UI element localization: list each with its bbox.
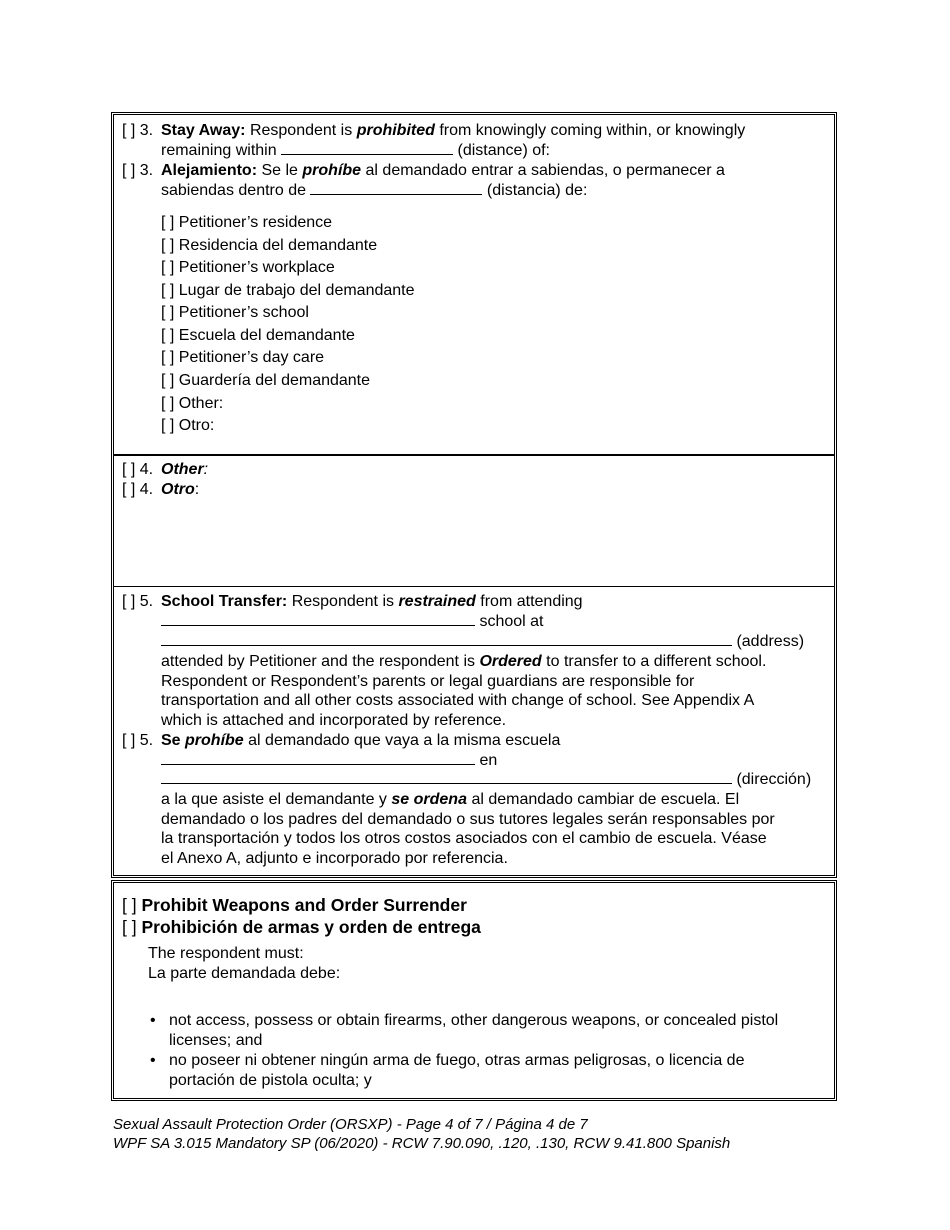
section-5-text-es: Se prohíbe al demandado que vaya a la misma escuela <box>161 732 561 749</box>
bullet-1-text-cont: licenses; and <box>169 1032 263 1049</box>
school-name-blank-en[interactable] <box>161 612 475 626</box>
section-5-body-es: a la que asiste el demandante y se ordena al demandado cambiar de escuela. El <box>161 791 740 808</box>
section-5-body-es: demandado o los padres del demandado o sus tutores legales serán responsables por <box>161 811 775 828</box>
section-5-checkbox-en[interactable]: [ ] 5. <box>122 593 154 610</box>
section-5-body-en: Respondent or Respondent’s parents or legal guardians are responsible for <box>161 673 695 690</box>
option-lugar-de-trabajo[interactable]: [ ] Lugar de trabajo del demandante <box>161 282 415 299</box>
section-4-title-es: Otro: <box>161 481 200 498</box>
section-5-body-es: el Anexo A, adjunto e incorporado por referencia. <box>161 850 508 867</box>
respondent-must-en: The respondent must: <box>148 945 304 962</box>
section-4-checkbox-es[interactable]: [ ] 4. <box>122 481 154 498</box>
section-3-text-en: Stay Away: Respondent is prohibited from knowingly coming within, or knowingly <box>161 122 746 139</box>
address-blank-es[interactable] <box>161 770 732 784</box>
school-name-line-es: en <box>161 751 497 771</box>
distance-blank-es[interactable] <box>310 181 482 195</box>
section-3-text-es: Alejamiento: Se le prohíbe al demandado entrar a sabiendas, o permanecer a <box>161 162 725 179</box>
section-5-checkbox-es[interactable]: [ ] 5. <box>122 732 154 749</box>
address-line-en: (address) <box>161 632 804 652</box>
option-residencia[interactable]: [ ] Residencia del demandante <box>161 237 378 254</box>
footer-form-title: Sexual Assault Protection Order (ORSXP) - Page 4 of 7 / Página 4 de 7 <box>113 1116 588 1133</box>
school-name-line-en: school at <box>161 612 544 632</box>
weapons-title-es: [ ] Prohibición de armas y orden de entrega <box>122 917 481 937</box>
section-5-body-en: transportation and all other costs associated with change of school. See Appendix A <box>161 692 755 709</box>
order-sections-box <box>111 112 837 878</box>
bullet-2-text-cont: portación de pistola oculta; y <box>169 1072 372 1089</box>
option-petitioner-workplace[interactable]: [ ] Petitioner’s workplace <box>161 259 335 276</box>
bullet-2-text: no poseer ni obtener ningún arma de fuego, otras armas peligrosas, o licencia de <box>169 1052 745 1069</box>
address-blank-en[interactable] <box>161 632 732 646</box>
option-otro[interactable]: [ ] Otro: <box>161 417 215 434</box>
footer-form-id: WPF SA 3.015 Mandatory SP (06/2020) - RCW 7.90.090, .120, .130, RCW 9.41.800 Spanish <box>113 1135 731 1152</box>
option-other[interactable]: [ ] Other: <box>161 395 224 412</box>
bullet-1-text: not access, possess or obtain firearms, other dangerous weapons, or concealed pistol <box>169 1012 779 1029</box>
option-petitioner-day-care[interactable]: [ ] Petitioner’s day care <box>161 349 325 366</box>
section-3-distance-line-en: remaining within (distance) of: <box>161 142 550 159</box>
section-4-title-en: Other: <box>161 461 209 478</box>
bullet-dot-icon: • <box>150 1012 156 1029</box>
address-line-es: (dirección) <box>161 770 811 790</box>
section-4-other <box>114 460 834 580</box>
distance-blank-en[interactable] <box>281 141 453 155</box>
option-petitioner-residence[interactable]: [ ] Petitioner’s residence <box>161 214 333 231</box>
section-3-checkbox-en[interactable]: [ ] 3. <box>122 122 154 139</box>
section-5-body-es: la transportación y todos los otros costos asociados con el cambio de escuela. Véase <box>161 830 767 847</box>
option-petitioner-school[interactable]: [ ] Petitioner’s school <box>161 304 309 321</box>
section-3-stay-away <box>114 121 834 455</box>
section-divider <box>114 586 834 587</box>
bullet-dot-icon: • <box>150 1052 156 1069</box>
option-escuela[interactable]: [ ] Escuela del demandante <box>161 327 355 344</box>
section-3-checkbox-es[interactable]: [ ] 3. <box>122 162 154 179</box>
section-divider <box>114 454 834 456</box>
section-5-body-en: attended by Petitioner and the respondent is Ordered to transfer to a different school. <box>161 653 767 670</box>
section-4-checkbox-en[interactable]: [ ] 4. <box>122 461 154 478</box>
weapons-title-en: [ ] Prohibit Weapons and Order Surrender <box>122 895 467 915</box>
section-3-distance-line-es: sabiendas dentro de (distancia) de: <box>161 182 588 199</box>
school-name-blank-es[interactable] <box>161 751 475 765</box>
section-5-text-en: School Transfer: Respondent is restrained from attending <box>161 593 583 610</box>
section-5-school-transfer <box>114 592 834 872</box>
option-guarderia[interactable]: [ ] Guardería del demandante <box>161 372 371 389</box>
weapons-section-box <box>111 880 837 1101</box>
weapons-checkbox-en[interactable]: [ ] <box>122 895 137 915</box>
respondent-must-es: La parte demandada debe: <box>148 965 341 982</box>
section-5-body-en: which is attached and incorporated by reference. <box>161 712 507 729</box>
weapons-checkbox-es[interactable]: [ ] <box>122 917 137 937</box>
